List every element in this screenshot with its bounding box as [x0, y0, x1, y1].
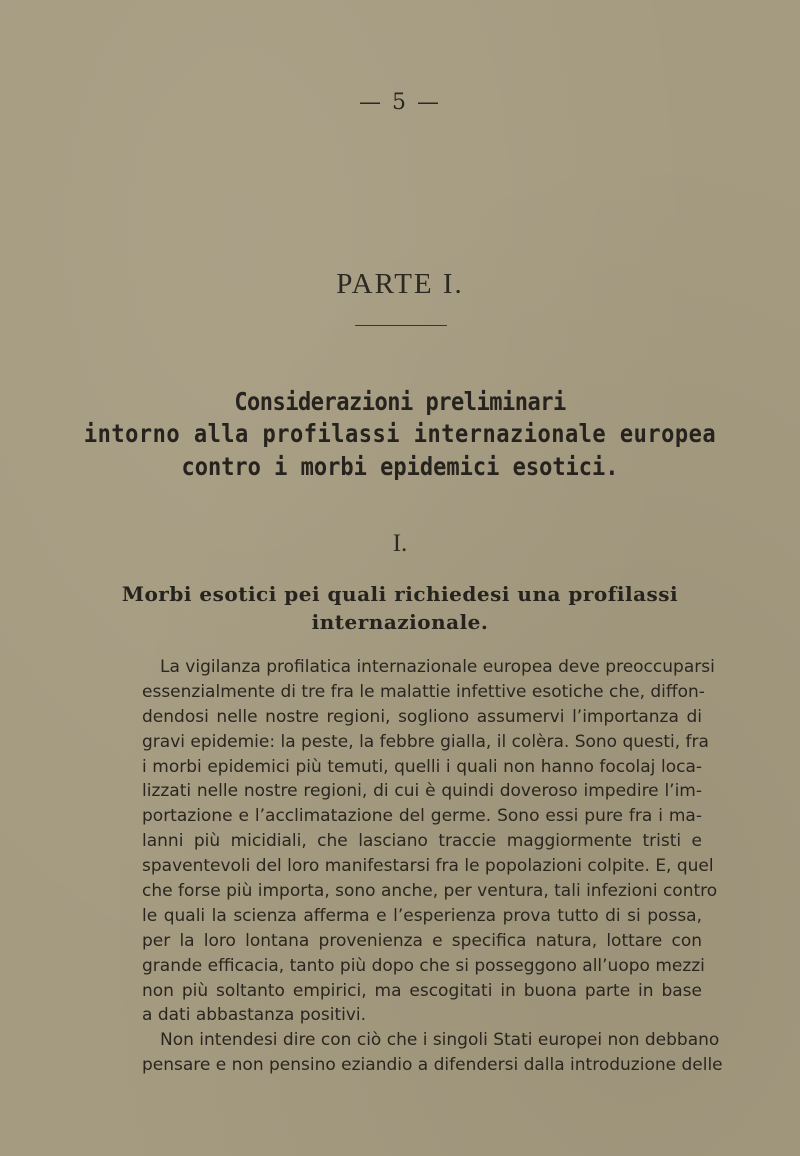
body-line: per la loro lontana provenienza e specifica natura, lottare con [142, 930, 702, 951]
body-line: le quali la scienza afferma e l’esperienza prova tutto di si possa, [142, 905, 702, 926]
body-line: essenzialmente di tre fra le malattie infettive esotiche che, diffon- [142, 681, 705, 702]
body-line: spaventevoli del loro manifestarsi fra le popolazioni colpite. E, quel [142, 856, 714, 877]
body-line: La vigilanza profilatica internazionale europea deve preoccuparsi [160, 657, 715, 677]
chapter-title-line-1: Morbi esotici pei quali richiedesi una profilassi [121, 582, 679, 606]
body-line: lizzati nelle nostre regioni, di cui è quindi doveroso impedire l’im- [142, 781, 702, 802]
section-heading-line-1: Considerazioni preliminari [234, 388, 566, 417]
body-line: Non intendesi dire con ciò che i singoli Stati europei non debbano [160, 1030, 720, 1051]
chapter-number: I. [392, 530, 408, 557]
section-heading-line-2: intorno alla profilassi internazionale europea [83, 420, 717, 449]
part-title: PARTE I. [336, 268, 464, 300]
body-line: che forse più importa, sono anche, per ventura, tali infezioni contro [142, 881, 718, 902]
body-line: dendosi nelle nostre regioni, sogliono assumervi l’importanza di [142, 706, 702, 727]
body-line: grande efficacia, tanto più dopo che si posseggono all’uopo mezzi [142, 955, 705, 976]
body-line: a dati abbastanza positivi. [142, 1005, 367, 1026]
body-line: gravi epidemie: la peste, la febbre gialla, il colèra. Sono questi, fra [142, 731, 709, 752]
body-line: lanni più micidiali, che lasciano traccie maggiormente tristi e [142, 831, 702, 852]
body-line: non più soltanto empirici, ma escogitati in buona parte in base [142, 980, 702, 1001]
body-line: portazione e l’acclimatazione del germe. Sono essi pure fra i ma- [142, 806, 702, 827]
body-line: pensare e non pensino eziandio a difendersi dalla introduzione delle [142, 1055, 723, 1076]
page-number: — 5 — [359, 90, 441, 115]
section-heading-line-3: contro i morbi epidemici esotici. [181, 453, 619, 482]
title-divider [355, 325, 447, 326]
body-line: i morbi epidemici più temuti, quelli i quali non hanno focolaj loca- [142, 756, 702, 777]
chapter-title-line-2: internazionale. [311, 610, 489, 634]
body-text [142, 655, 723, 1078]
